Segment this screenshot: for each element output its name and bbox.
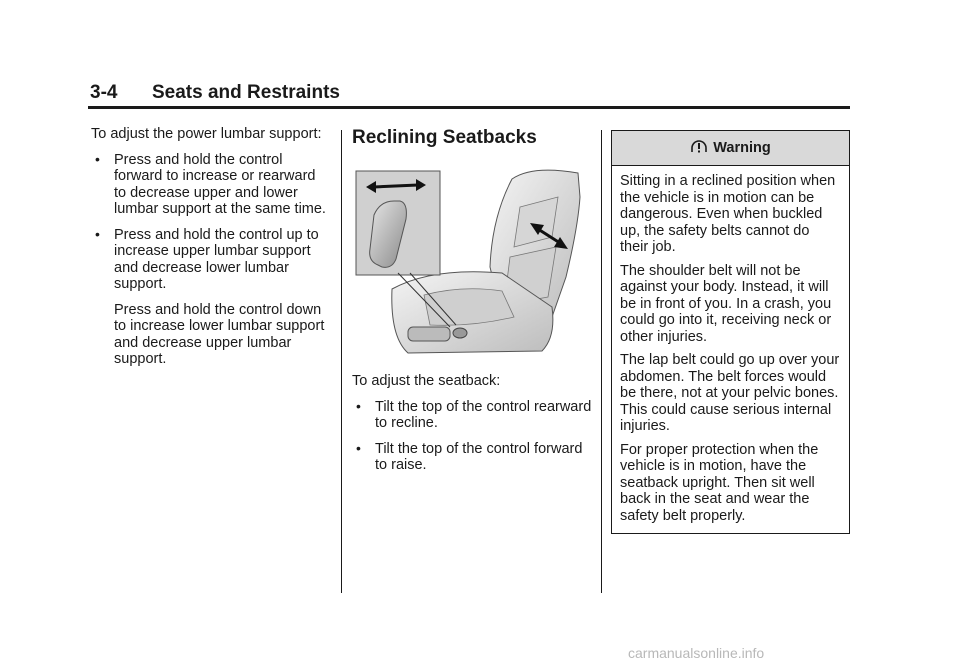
list-item xyxy=(352,441,592,474)
list-item xyxy=(352,399,592,432)
lumbar-bullet-2-continued: Press and hold the control down to increase lower lumbar support and decrease upper lumbar support. xyxy=(114,301,325,367)
lumbar-bullet-1: Press and hold the control forward to increase or rearward to decrease upper and lower lumbar support at the same time. xyxy=(114,151,326,217)
warning-paragraph: For proper protection when the vehicle is in motion, have the seatback upright. Then sit well back in the seat and wear the safety belt properly. xyxy=(620,441,819,524)
site-watermark: carmanualsonline.info xyxy=(628,645,765,661)
warning-title: Warning xyxy=(713,139,771,156)
warning-paragraph: The shoulder belt will not be against your body. Instead, it will be in front of you. In a crash, you could go into it, receiving neck or other injuries. xyxy=(620,262,832,345)
reclining-bullet-2: Tilt the top of the control forward to raise. xyxy=(375,440,583,473)
warning-icon xyxy=(690,139,708,157)
lumbar-column xyxy=(91,126,331,368)
bullet-icon: • xyxy=(95,150,100,167)
warning-header xyxy=(612,131,849,166)
column-divider xyxy=(601,130,602,593)
bullet-icon: • xyxy=(356,397,361,414)
warning-body xyxy=(612,166,849,533)
lumbar-bullet-2: Press and hold the control up to increase upper lumbar support and decrease lower lumbar support. xyxy=(114,226,319,292)
list-item xyxy=(91,152,331,218)
seat-control-figure xyxy=(352,167,583,357)
bullet-icon: • xyxy=(95,225,100,242)
page-header xyxy=(88,80,850,109)
reclining-intro: To adjust the seatback: xyxy=(352,373,501,389)
seat-illustration xyxy=(352,167,583,357)
warning-column xyxy=(611,130,850,534)
list-item xyxy=(91,227,331,293)
warning-paragraph: Sitting in a reclined position when the vehicle is in motion can be dangerous. Even when buckled up, the safety belts cannot do their job. xyxy=(620,173,836,255)
bullet-icon: • xyxy=(356,439,361,456)
page-number: 3-4 xyxy=(90,82,118,103)
chapter-title: Seats and Restraints xyxy=(152,82,340,103)
reclining-column xyxy=(352,126,592,474)
lumbar-intro: To adjust the power lumbar support: xyxy=(91,126,322,142)
warning-box xyxy=(611,130,850,534)
section-title: Reclining Seatbacks xyxy=(352,127,537,148)
warning-paragraph: The lap belt could go up over your abdomen. The belt forces would be there, not at your pelvic bones. This could cause serious internal injuries. xyxy=(620,352,840,434)
column-divider xyxy=(341,130,342,593)
reclining-bullet-1: Tilt the top of the control rearward to recline. xyxy=(375,398,592,431)
